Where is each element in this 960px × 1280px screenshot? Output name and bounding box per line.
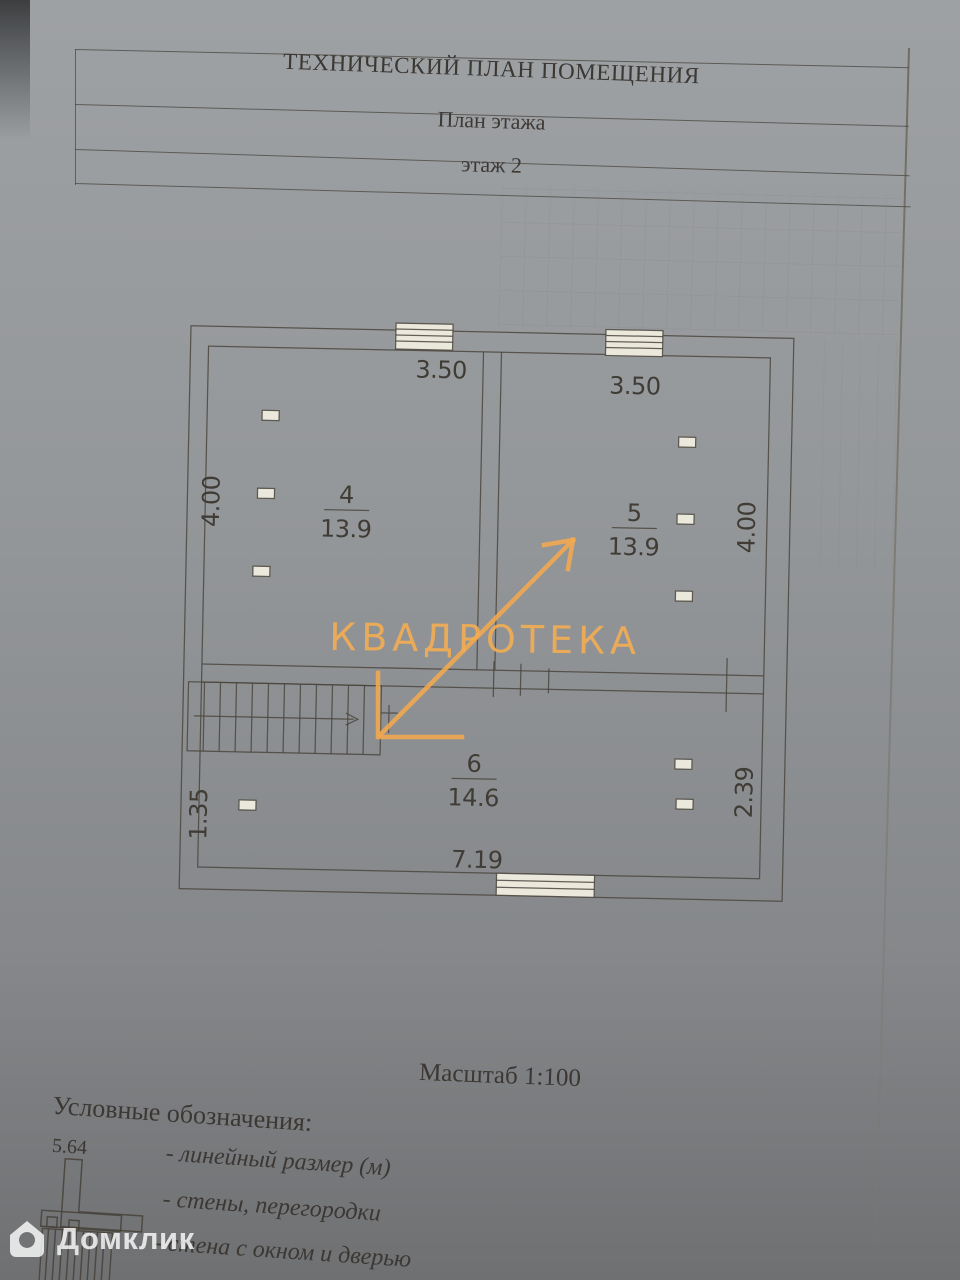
page-title: ТЕХНИЧЕСКИЙ ПЛАН ПОМЕЩЕНИЯ <box>282 48 701 89</box>
room-6-number: 6 <box>466 749 482 778</box>
domclick-watermark-text: Домклик <box>57 1221 195 1256</box>
room-6-area: 14.6 <box>447 783 500 813</box>
vent-mark <box>675 759 692 769</box>
plan-type-label: План этажа <box>437 106 546 135</box>
dim-room5-height: 4.00 <box>732 501 762 554</box>
door-opening-tick <box>493 661 494 697</box>
room-5-number: 5 <box>626 498 642 528</box>
window-symbol-room5 <box>605 329 663 356</box>
legend-dimension-example: 5.64 <box>51 1134 88 1160</box>
floor-plan-drawing <box>170 315 810 925</box>
vent-mark <box>262 410 279 420</box>
vent-mark <box>257 488 274 498</box>
window-symbol-room4 <box>396 323 454 350</box>
domclick-logo-icon <box>6 1218 48 1260</box>
vent-mark <box>677 514 694 524</box>
dim-room4-height: 4.00 <box>196 475 226 528</box>
floor-label: этаж 2 <box>460 151 523 178</box>
room-5-area: 13.9 <box>607 532 660 562</box>
kvadroteka-watermark <box>329 540 641 737</box>
legend-item: - линейный размер (м) <box>164 1140 392 1182</box>
photo-corner-shadow <box>0 0 30 140</box>
dim-room5-width: 3.50 <box>608 371 661 401</box>
room-6-label <box>447 749 500 812</box>
vent-mark <box>675 591 692 601</box>
door-opening-tick <box>548 668 549 693</box>
room-4-area: 13.9 <box>319 514 372 544</box>
legend-item: - стены, перегородки <box>161 1186 382 1227</box>
staircase <box>187 682 398 755</box>
domclick-watermark <box>6 1218 195 1260</box>
legend-item: - стена с окном и дверью <box>152 1229 412 1273</box>
room-4-number: 4 <box>338 480 355 510</box>
kvadroteka-watermark-text: КВАДРОТЕКА <box>329 614 642 664</box>
partition-wall <box>202 664 764 676</box>
door-opening-tick <box>520 664 521 696</box>
vent-mark <box>679 437 696 447</box>
vent-mark <box>239 800 256 810</box>
window-symbol-room6 <box>496 873 594 897</box>
dim-room6-left: 1.35 <box>184 788 214 841</box>
dim-room6-width: 7.19 <box>450 845 503 875</box>
stair-direction-line <box>194 716 354 719</box>
room-5-label <box>607 499 660 562</box>
vent-mark <box>676 799 693 809</box>
room-4-label <box>320 481 373 544</box>
legend-heading: Условные обозначения: <box>51 1090 314 1137</box>
door-opening-tick <box>726 658 727 712</box>
vent-mark <box>253 566 270 576</box>
dim-room4-width: 3.50 <box>415 355 468 385</box>
dim-room6-right: 2.39 <box>729 766 759 819</box>
scale-label: Масштаб 1:100 <box>418 1058 582 1093</box>
